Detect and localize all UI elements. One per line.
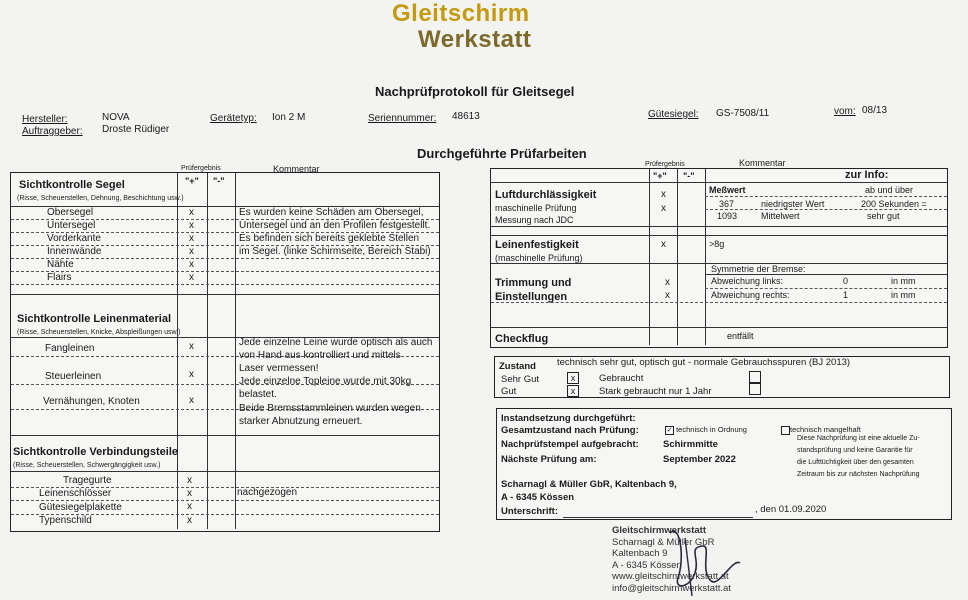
naechste-pruefung-value: September 2022 bbox=[663, 454, 736, 465]
segel-mark-2: x bbox=[189, 220, 194, 231]
date-value: , den 01.09.2020 bbox=[755, 504, 827, 515]
guetesiegel-value: GS-7508/11 bbox=[716, 108, 770, 119]
gesamtzustand-label: Gesamtzustand nach Prüfung: bbox=[501, 425, 639, 436]
section-title: Durchgeführte Prüfarbeiten bbox=[417, 146, 587, 161]
stamp-line-5: www.gleitschirmwerkstatt.at bbox=[612, 571, 729, 582]
right-kommentar-header: Kommentar bbox=[739, 158, 786, 168]
address-line-1: Scharnagl & Müller GbR, Kaltenbach 9, bbox=[501, 479, 677, 490]
segel-mark-1: x bbox=[189, 207, 194, 218]
left-plus-header: "+" bbox=[185, 176, 199, 186]
hersteller-label: Hersteller: bbox=[22, 114, 68, 125]
zustand-gebraucht: Gebraucht bbox=[599, 373, 644, 384]
naechste-pruefung-label: Nächste Prüfung am: bbox=[501, 454, 597, 465]
leinen-row-vernaehungen: Vernähungen, Knoten bbox=[43, 396, 140, 407]
mittelwert-label: Mittelwert bbox=[761, 211, 800, 221]
right-pruefergebnis-header: Prüfergebnis bbox=[645, 161, 685, 168]
info-1: ab und über bbox=[865, 185, 914, 195]
note-line-2: standsprüfung und keine Garantie für bbox=[797, 447, 913, 454]
verbindung-row-typenschild: Typenschild bbox=[39, 515, 92, 526]
zustand-stark-check[interactable] bbox=[749, 383, 761, 395]
symmetrie-label: Symmetrie der Bremse: bbox=[711, 264, 806, 274]
segel-row-obersegel: Obersegel bbox=[47, 207, 94, 218]
luft-mark-1: x bbox=[661, 189, 666, 200]
stamp-line-6: info@gleitschirmwerkstatt.at bbox=[612, 582, 731, 594]
segel-title: Sichtkontrolle Segel bbox=[19, 179, 125, 191]
segel-row-flairs: Flairs bbox=[47, 272, 72, 283]
geraetetyp-label: Gerätetyp: bbox=[210, 113, 257, 124]
luft-sub-2: Messung nach JDC bbox=[495, 215, 574, 225]
stamp-line-4: A - 6345 Kössen bbox=[612, 559, 682, 571]
leinen-comment-3: Laser vermessen! bbox=[239, 363, 319, 374]
stamp-line-1: Gleitschirmwerkstatt bbox=[612, 525, 706, 536]
geraetetyp-value: Ion 2 M bbox=[272, 112, 306, 123]
in-ordnung-option[interactable]: ✓ technisch in Ordnung bbox=[666, 425, 747, 434]
verbindung-row-tragegurte: Tragegurte bbox=[63, 475, 112, 486]
zustand-stark: Stark gebraucht nur 1 Jahr bbox=[599, 386, 712, 397]
abw-rechts-unit: in mm bbox=[891, 290, 916, 300]
leinen-title: Sichtkontrolle Leinenmaterial bbox=[17, 313, 172, 325]
checkflug-value: entfällt bbox=[727, 331, 754, 341]
handwritten-signature bbox=[640, 518, 750, 598]
verbindung-subtitle: (Risse, Scheuerstellen, Schwergängigkeit usw.) bbox=[13, 462, 161, 469]
seriennummer-label: Seriennummer: bbox=[368, 113, 437, 124]
segel-subtitle: (Risse, Scheuerstellen, Dehnung, Beschichtung usw.) bbox=[17, 195, 184, 202]
left-inspection-table bbox=[10, 164, 440, 532]
guetesiegel-label: Gütesiegel: bbox=[648, 109, 699, 120]
verbindung-mark-4: x bbox=[187, 515, 192, 526]
verbindung-mark-1: x bbox=[187, 475, 192, 486]
abw-rechts-value: 1 bbox=[843, 290, 849, 300]
leinen-mark-2: x bbox=[189, 369, 194, 380]
right-minus-header: "-" bbox=[683, 171, 695, 181]
leinen-comment-5: belastet. bbox=[239, 389, 277, 400]
leinenfest-value: >8g bbox=[709, 239, 725, 249]
verbindung-comment: nachgezogen bbox=[237, 487, 298, 498]
zustand-label: Zustand bbox=[499, 361, 536, 372]
niedrigster-wert-label: niedrigster Wert bbox=[761, 199, 825, 209]
instandsetzung-box bbox=[496, 408, 952, 520]
zustand-text: technisch sehr gut, optisch gut - normale Gebrauchsspuren (BJ 2013) bbox=[557, 357, 851, 368]
luft-mark-2: x bbox=[661, 203, 666, 214]
segel-mark-6: x bbox=[189, 272, 194, 283]
zustand-gut-check[interactable]: x bbox=[567, 385, 579, 397]
info-2: 200 Sekunden = bbox=[861, 199, 927, 209]
mangelhaft-option[interactable]: technisch mangelhaft bbox=[781, 425, 861, 435]
unterschrift-label: Unterschrift: bbox=[501, 506, 559, 517]
segel-row-innenwaende: Innenwände bbox=[47, 246, 102, 257]
seriennummer-value: 48613 bbox=[452, 111, 480, 122]
messwert-367: 367 bbox=[719, 199, 735, 209]
note-line-1: Diese Nachprüfung ist eine aktuelle Zu- bbox=[797, 435, 920, 442]
note-line-3: die Lufttüchtigkeit über den gesamten bbox=[797, 459, 914, 466]
luft-title: Luftdurchlässigkeit bbox=[495, 189, 597, 201]
document-title: Nachprüfprotokoll für Gleitsegel bbox=[375, 84, 575, 99]
leinen-comment-2: von Hand aus kontrolliert und mittels bbox=[239, 350, 401, 361]
right-plus-header: "+" bbox=[653, 171, 667, 181]
logo-line-1: Gleitschirm bbox=[392, 0, 530, 27]
leinen-mark-1: x bbox=[189, 341, 194, 352]
checkflug-title: Checkflug bbox=[495, 333, 549, 345]
segel-row-untersegel: Untersegel bbox=[47, 220, 96, 231]
segel-comment-4: im Segel. (linke Schirmseite, Bereich Stabi) bbox=[239, 246, 431, 257]
segel-row-naehte: Nähte bbox=[47, 259, 74, 270]
segel-comment-1: Es wurden keine Schäden am Obersegel, bbox=[239, 207, 424, 218]
left-kommentar-header: Kommentar bbox=[273, 164, 320, 174]
leinen-comment-7: starker Abnutzung erneuert. bbox=[239, 416, 363, 427]
stempel-label: Nachprüfstempel aufgebracht: bbox=[501, 439, 639, 450]
hersteller-value: NOVA bbox=[102, 112, 130, 123]
vom-label: vom: bbox=[834, 106, 856, 117]
trimmung-title-1: Trimmung und bbox=[495, 277, 572, 289]
trimmung-title-2: Einstellungen bbox=[495, 291, 568, 303]
leinen-subtitle: (Risse, Scheuerstellen, Knicke, Abspleißungen usw.) bbox=[17, 329, 181, 336]
segel-mark-3: x bbox=[189, 233, 194, 244]
abw-rechts-label: Abweichung rechts: bbox=[711, 290, 790, 300]
verbindung-row-leinenschloesser: Leinenschlösser bbox=[39, 488, 112, 499]
left-minus-header: "-" bbox=[213, 176, 225, 186]
leinen-row-steuerleinen: Steuerleinen bbox=[45, 371, 102, 382]
leinen-mark-3: x bbox=[189, 395, 194, 406]
segel-comment-3: Es befinden sich bereits geklebte Stellen bbox=[239, 233, 420, 244]
instand-line-1: Instandsetzung durchgeführt: bbox=[501, 413, 636, 424]
segel-mark-5: x bbox=[189, 259, 194, 270]
logo-line-2: Werkstatt bbox=[418, 26, 532, 53]
left-pruefergebnis-header: Prüfergebnis bbox=[181, 165, 221, 172]
abw-links-unit: in mm bbox=[891, 276, 916, 286]
trimmung-mark-2: x bbox=[665, 290, 670, 301]
note-line-4: Zeitraum bis zur nächsten Nachprüfung bbox=[797, 471, 920, 478]
leinenfest-title: Leinenfestigkeit bbox=[495, 239, 579, 251]
leinenfest-mark: x bbox=[661, 239, 666, 250]
abw-links-label: Abweichung links: bbox=[711, 276, 784, 286]
verbindung-mark-2: x bbox=[187, 488, 192, 499]
address-line-2: A - 6345 Kössen bbox=[501, 492, 575, 503]
right-inspection-table bbox=[490, 158, 948, 348]
messwert-1093: 1093 bbox=[717, 211, 738, 221]
auftraggeber-value: Droste Rüdiger bbox=[102, 124, 170, 135]
leinenfest-sub: (maschinelle Prüfung) bbox=[495, 253, 583, 263]
segel-mark-4: x bbox=[189, 246, 194, 257]
zustand-box bbox=[494, 356, 950, 398]
verbindung-row-guetesiegelplakette: Gütesiegelplakette bbox=[39, 502, 122, 513]
zustand-gebraucht-check[interactable] bbox=[749, 371, 761, 383]
stempel-value: Schirmmitte bbox=[663, 439, 718, 450]
verbindung-mark-3: x bbox=[187, 501, 192, 512]
leinen-comment-6: Beide Bremsstammleinen wurden wegen bbox=[239, 403, 421, 414]
zustand-sehr-gut-check[interactable]: x bbox=[567, 372, 579, 384]
stamp-line-2: Scharnagl & Müller GbR bbox=[612, 536, 715, 548]
zustand-gut: Gut bbox=[501, 386, 517, 397]
segel-comment-2: Untersegel und an den Profilen festgestellt. bbox=[239, 220, 431, 231]
vom-value: 08/13 bbox=[862, 105, 888, 116]
leinen-comment-4: Jede einzelne Topleine wurde mit 30kg bbox=[239, 376, 412, 387]
messwert-label: Meßwert bbox=[709, 185, 746, 195]
stamp-line-3: Kaltenbach 9 bbox=[612, 548, 668, 559]
zur-info-label: zur Info: bbox=[845, 169, 889, 181]
verbindung-title: Sichtkontrolle Verbindungsteile bbox=[13, 446, 179, 458]
luft-sub-1: maschinelle Prüfung bbox=[495, 203, 577, 213]
abw-links-value: 0 bbox=[843, 276, 849, 286]
leinen-row-fangleinen: Fangleinen bbox=[45, 343, 95, 354]
info-3: sehr gut bbox=[867, 211, 900, 221]
segel-row-vorderkante: Vorderkante bbox=[47, 233, 101, 244]
auftraggeber-label: Auftraggeber: bbox=[22, 126, 83, 137]
trimmung-mark-1: x bbox=[665, 277, 670, 288]
leinen-comment-1: Jede einzelne Leine wurde optisch als auch bbox=[239, 337, 433, 348]
zustand-sehr-gut: Sehr Gut bbox=[501, 374, 540, 385]
